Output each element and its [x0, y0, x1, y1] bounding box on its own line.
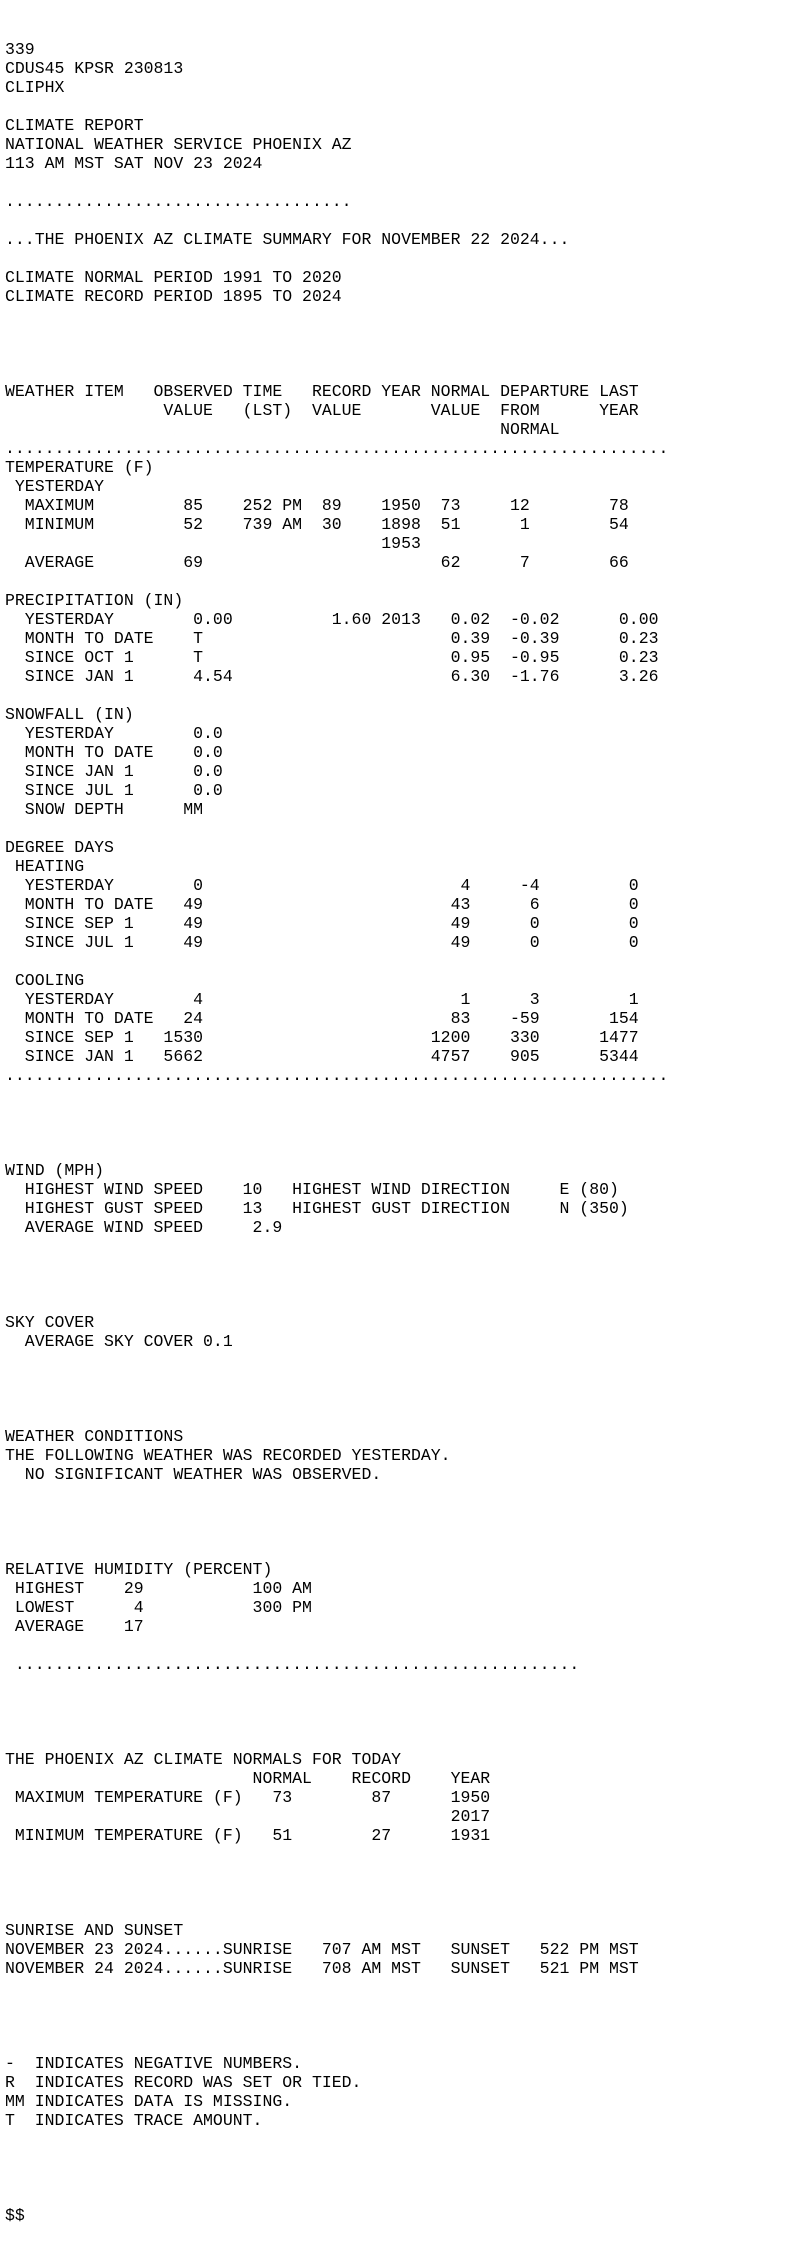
report-line: SKY COVER — [5, 1313, 95, 1332]
report-line: MM INDICATES DATA IS MISSING. — [5, 2092, 293, 2111]
report-line: MONTH TO DATE T 0.39 -0.39 0.23 — [5, 629, 659, 648]
report-line: VALUE (LST) VALUE VALUE FROM YEAR — [5, 401, 639, 420]
report-line — [5, 211, 810, 230]
report-line: MONTH TO DATE 49 43 6 0 — [5, 895, 639, 914]
legend-section — [5, 2054, 810, 2225]
report-line: SINCE JAN 1 0.0 — [5, 762, 223, 781]
sky-cover-section — [5, 1313, 810, 1389]
report-line — [5, 1978, 810, 1997]
report-line: PRECIPITATION (IN) — [5, 591, 184, 610]
report-line: 2017 — [5, 1807, 491, 1826]
report-line: HEATING — [5, 857, 85, 876]
report-line: R INDICATES RECORD WAS SET OR TIED. — [5, 2073, 362, 2092]
report-line: TEMPERATURE (F) — [5, 458, 154, 477]
report-line: AVERAGE SKY COVER 0.1 — [5, 1332, 233, 1351]
report-line — [5, 819, 810, 838]
report-line — [5, 97, 810, 116]
report-line: NO SIGNIFICANT WEATHER WAS OBSERVED. — [5, 1465, 382, 1484]
report-line: ................................... — [5, 192, 352, 211]
report-line: SINCE JAN 1 4.54 6.30 -1.76 3.26 — [5, 667, 659, 686]
report-line: SNOWFALL (IN) — [5, 705, 134, 724]
report-line: CLIMATE RECORD PERIOD 1895 TO 2024 — [5, 287, 342, 306]
relative-humidity-section — [5, 1560, 810, 1712]
report-line: THE PHOENIX AZ CLIMATE NORMALS FOR TODAY — [5, 1750, 402, 1769]
report-line — [5, 1674, 810, 1693]
report-line: MONTH TO DATE 24 83 -59 154 — [5, 1009, 639, 1028]
report-line: SINCE OCT 1 T 0.95 -0.95 0.23 — [5, 648, 659, 667]
report-line: NOVEMBER 24 2024......SUNRISE 708 AM MST SUNSET 521 PM MST — [5, 1959, 639, 1978]
report-line: YESTERDAY 0.0 — [5, 724, 223, 743]
report-line — [5, 1997, 810, 2016]
report-line: YESTERDAY 0 4 -4 0 — [5, 876, 639, 895]
report-header — [5, 40, 810, 344]
report-line: CLIPHX — [5, 78, 65, 97]
report-line: ...THE PHOENIX AZ CLIMATE SUMMARY FOR NOVEMBER 22 2024... — [5, 230, 570, 249]
report-line: HIGHEST WIND SPEED 10 HIGHEST WIND DIRECTION E (80) — [5, 1180, 619, 1199]
report-line: CDUS45 KPSR 230813 — [5, 59, 184, 78]
report-line: SINCE SEP 1 1530 1200 330 1477 — [5, 1028, 639, 1047]
report-line — [5, 306, 810, 325]
report-line — [5, 173, 810, 192]
report-line: 1953 — [5, 534, 421, 553]
report-line: THE FOLLOWING WEATHER WAS RECORDED YESTERDAY. — [5, 1446, 451, 1465]
report-line: CLIMATE REPORT — [5, 116, 144, 135]
report-line — [5, 2130, 810, 2149]
report-line: MINIMUM 52 739 AM 30 1898 51 1 54 — [5, 515, 629, 534]
report-line: MONTH TO DATE 0.0 — [5, 743, 223, 762]
report-line — [5, 1845, 810, 1864]
report-line: WEATHER CONDITIONS — [5, 1427, 184, 1446]
report-line — [5, 1370, 810, 1389]
report-line — [5, 1864, 810, 1883]
report-line: SINCE JUL 1 49 49 0 0 — [5, 933, 639, 952]
report-line: HIGHEST GUST SPEED 13 HIGHEST GUST DIRECTION N (350) — [5, 1199, 629, 1218]
report-line: NORMAL — [5, 420, 560, 439]
report-line: WEATHER ITEM OBSERVED TIME RECORD YEAR NORMAL DEPARTURE LAST — [5, 382, 639, 401]
report-line — [5, 1503, 810, 1522]
report-line — [5, 325, 810, 344]
report-line — [5, 1484, 810, 1503]
report-line: NORMAL RECORD YEAR — [5, 1769, 491, 1788]
report-line: ......................................................... — [5, 1655, 580, 1674]
report-line: HIGHEST 29 100 AM — [5, 1579, 312, 1598]
report-line: YESTERDAY 4 1 3 1 — [5, 990, 639, 1009]
report-line — [5, 1256, 810, 1275]
report-line — [5, 2187, 810, 2206]
wind-section — [5, 1123, 810, 1275]
report-line — [5, 2168, 810, 2187]
report-line: T INDICATES TRACE AMOUNT. — [5, 2111, 263, 2130]
report-line: ................................................................... — [5, 439, 669, 458]
report-line: RELATIVE HUMIDITY (PERCENT) — [5, 1560, 273, 1579]
report-line: $$ — [5, 2206, 25, 2225]
report-line — [5, 572, 810, 591]
report-line: ................................................................... — [5, 1066, 669, 1085]
report-line — [5, 1123, 810, 1142]
report-line — [5, 1142, 810, 1161]
report-line: 113 AM MST SAT NOV 23 2024 — [5, 154, 263, 173]
report-line — [5, 2149, 810, 2168]
report-line: SINCE JUL 1 0.0 — [5, 781, 223, 800]
report-line: SINCE SEP 1 49 49 0 0 — [5, 914, 639, 933]
report-line — [5, 952, 810, 971]
report-line — [5, 686, 810, 705]
report-line: AVERAGE 69 62 7 66 — [5, 553, 629, 572]
report-line: MAXIMUM 85 252 PM 89 1950 73 12 78 — [5, 496, 629, 515]
report-line — [5, 1237, 810, 1256]
report-line: CLIMATE NORMAL PERIOD 1991 TO 2020 — [5, 268, 342, 287]
report-line — [5, 1351, 810, 1370]
report-line: NATIONAL WEATHER SERVICE PHOENIX AZ — [5, 135, 352, 154]
report-line: MINIMUM TEMPERATURE (F) 51 27 1931 — [5, 1826, 491, 1845]
report-line: NOVEMBER 23 2024......SUNRISE 707 AM MST SUNSET 522 PM MST — [5, 1940, 639, 1959]
report-line: 339 — [5, 40, 35, 59]
report-line: SNOW DEPTH MM — [5, 800, 204, 819]
sunrise-sunset-section — [5, 1921, 810, 2016]
report-line: COOLING — [5, 971, 85, 990]
report-line: LOWEST 4 300 PM — [5, 1598, 312, 1617]
report-line: MAXIMUM TEMPERATURE (F) 73 87 1950 — [5, 1788, 491, 1807]
report-line: SUNRISE AND SUNSET — [5, 1921, 184, 1940]
report-line: AVERAGE WIND SPEED 2.9 — [5, 1218, 283, 1237]
climate-normals-section — [5, 1750, 810, 1883]
report-line: AVERAGE 17 — [5, 1617, 144, 1636]
report-line: YESTERDAY 0.00 1.60 2013 0.02 -0.02 0.00 — [5, 610, 659, 629]
report-line: - INDICATES NEGATIVE NUMBERS. — [5, 2054, 303, 2073]
report-line: SINCE JAN 1 5662 4757 905 5344 — [5, 1047, 639, 1066]
weather-conditions-section — [5, 1427, 810, 1522]
climate-summary-table — [5, 382, 810, 1085]
report-line — [5, 1693, 810, 1712]
report-line — [5, 1636, 810, 1655]
report-line — [5, 249, 810, 268]
report-line: YESTERDAY — [5, 477, 105, 496]
report-line: WIND (MPH) — [5, 1161, 105, 1180]
report-line: DEGREE DAYS — [5, 838, 114, 857]
